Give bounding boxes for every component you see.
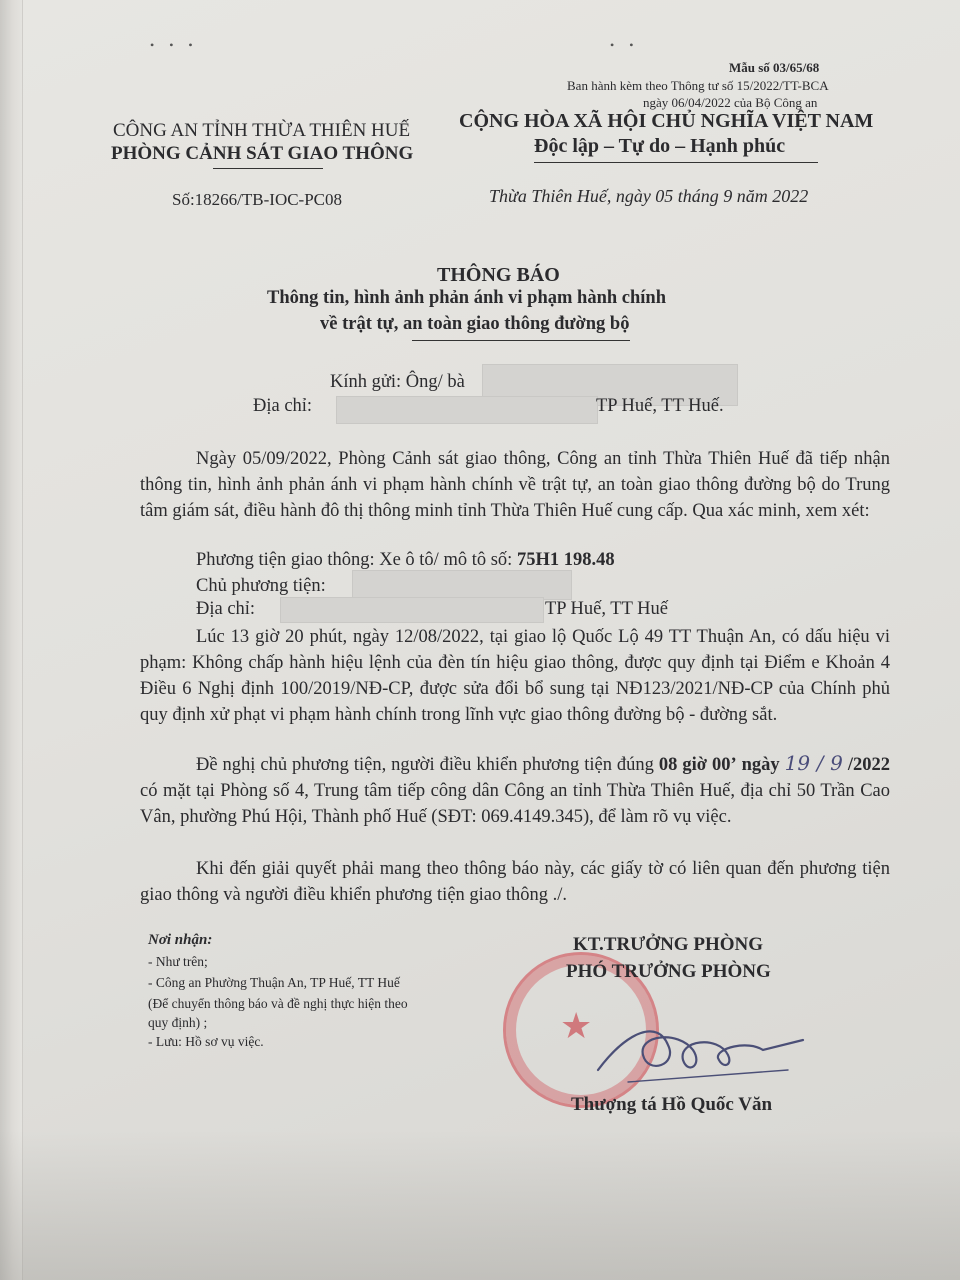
violation-paragraph: Lúc 13 giờ 20 phút, ngày 12/08/2022, tại giao lộ Quốc Lộ 49 TT Thuận An, có dấu hiệu vi phạm: Không chấp hành hiệu lệnh của đèn tín hiệu giao thông, được quy định tại Điểm e Khoản 4 Điều 6 Nghị định 100/2019/NĐ-CP, được sửa đổi bổ sung tại NĐ123/2021/NĐ-CP của Chính phủ quy định xử phạt vi phạm hành chính trong lĩnh vực giao thông đường bộ - đường sắt. [140, 627, 890, 725]
form-number: Mẫu số 03/65/68 [729, 60, 820, 75]
recipient-item-5: - Lưu: Hồ sơ vụ việc. [148, 1034, 264, 1049]
agency-parent: CÔNG AN TỈNH THỪA THIÊN HUẾ [113, 120, 411, 141]
address-label: Địa chỉ: [253, 396, 313, 416]
photo-shadow [0, 1130, 960, 1280]
form-issued-line2: ngày 06/04/2022 của Bộ Công an [643, 95, 818, 110]
closing-paragraph: Khi đến giải quyết phải mang theo thông báo này, các giấy tờ có liên quan đến phương tiện giao thông và người điều khiển phương tiện giao thông ./. [140, 859, 890, 905]
national-title: CỘNG HÒA XÃ HỘI CHỦ NGHĨA VIỆT NAM [459, 110, 874, 132]
document-number: Số:18266/TB-IOC-PC08 [172, 190, 343, 209]
handwritten-date: 19 / 9 [784, 751, 843, 775]
vehicle-label: Phương tiện giao thông: Xe ô tô/ mô tô số: [196, 550, 517, 570]
request-paragraph [140, 750, 890, 830]
seal-star-icon: ★ [560, 1006, 593, 1046]
redacted-address [336, 396, 598, 424]
recipient-item-1: - Như trên; [148, 954, 208, 969]
page-edge [0, 0, 23, 1280]
decorative-dots: • • [610, 38, 640, 52]
signer-name: Thượng tá Hồ Quốc Văn [571, 1094, 773, 1115]
recipients-heading: Nơi nhận: [148, 932, 213, 948]
national-motto: Độc lập – Tự do – Hạnh phúc [534, 135, 786, 157]
owner-address-label: Địa chỉ: [196, 599, 256, 619]
owner-label: Chủ phương tiện: [196, 576, 326, 596]
request-year: /2022 [847, 755, 891, 775]
body-paragraph-1: Ngày 05/09/2022, Phòng Cảnh sát giao thông, Công an tỉnh Thừa Thiên Huế đã tiếp nhận thông tin, hình ảnh phản ánh vi phạm hành chính về trật tự, an toàn giao thông đường bộ do Trung tâm giám sát, điều hành đô thị thông minh tỉnh Thừa Thiên Huế cung cấp. Qua xác minh, xem xét: [140, 449, 890, 521]
recipient-item-4: quy định) ; [148, 1015, 208, 1030]
title-underline [412, 340, 630, 341]
signer-title-2: PHÓ TRƯỞNG PHÒNG [566, 961, 771, 982]
notice-subtitle-1: Thông tin, hình ảnh phản ánh vi phạm hành chính [267, 288, 666, 308]
request-text-2: có mặt tại Phòng số 4, Trung tâm tiếp công dân Công an tỉnh Thừa Thiên Huế, địa chỉ 50 Trần Cao Vân, phường Phú Hội, Thành phố Huế (SĐT: 069.4149.345), để làm rõ vụ việc. [140, 781, 890, 827]
agency-name: PHÒNG CẢNH SÁT GIAO THÔNG [111, 143, 414, 164]
recipient-label: Kính gửi: Ông/ bà [330, 372, 465, 392]
redacted-owner [352, 570, 572, 600]
request-text-1: Đề nghị chủ phương tiện, người điều khiển phương tiện đúng [196, 755, 659, 775]
request-day-label: ngày [741, 755, 780, 775]
vehicle-plate: 75H1 198.48 [516, 550, 615, 570]
vehicle-line [196, 550, 615, 571]
owner-address-suffix: TP Huế, TT Huế [545, 599, 668, 619]
form-issued-line1: Ban hành kèm theo Thông tư số 15/2022/TT-BCA [567, 78, 829, 93]
redacted-owner-address [280, 597, 544, 623]
motto-underline [534, 162, 818, 163]
notice-subtitle-2: về trật tự, an toàn giao thông đường bộ [320, 314, 630, 334]
signer-title-1: KT.TRƯỞNG PHÒNG [573, 934, 763, 955]
handwritten-signature [588, 1000, 818, 1090]
agency-underline [213, 168, 323, 169]
place-date: Thừa Thiên Huế, ngày 05 tháng 9 năm 2022 [489, 186, 809, 206]
recipient-item-2: - Công an Phường Thuận An, TP Huế, TT Huế [148, 975, 400, 990]
address-suffix: TP Huế, TT Huế. [596, 396, 724, 416]
notice-title: THÔNG BÁO [437, 264, 560, 286]
recipient-item-3: (Để chuyển thông báo và đề nghị thực hiện theo [148, 996, 408, 1011]
request-time: 08 giờ 00’ [658, 755, 737, 775]
decorative-dots: • • • [150, 38, 199, 52]
